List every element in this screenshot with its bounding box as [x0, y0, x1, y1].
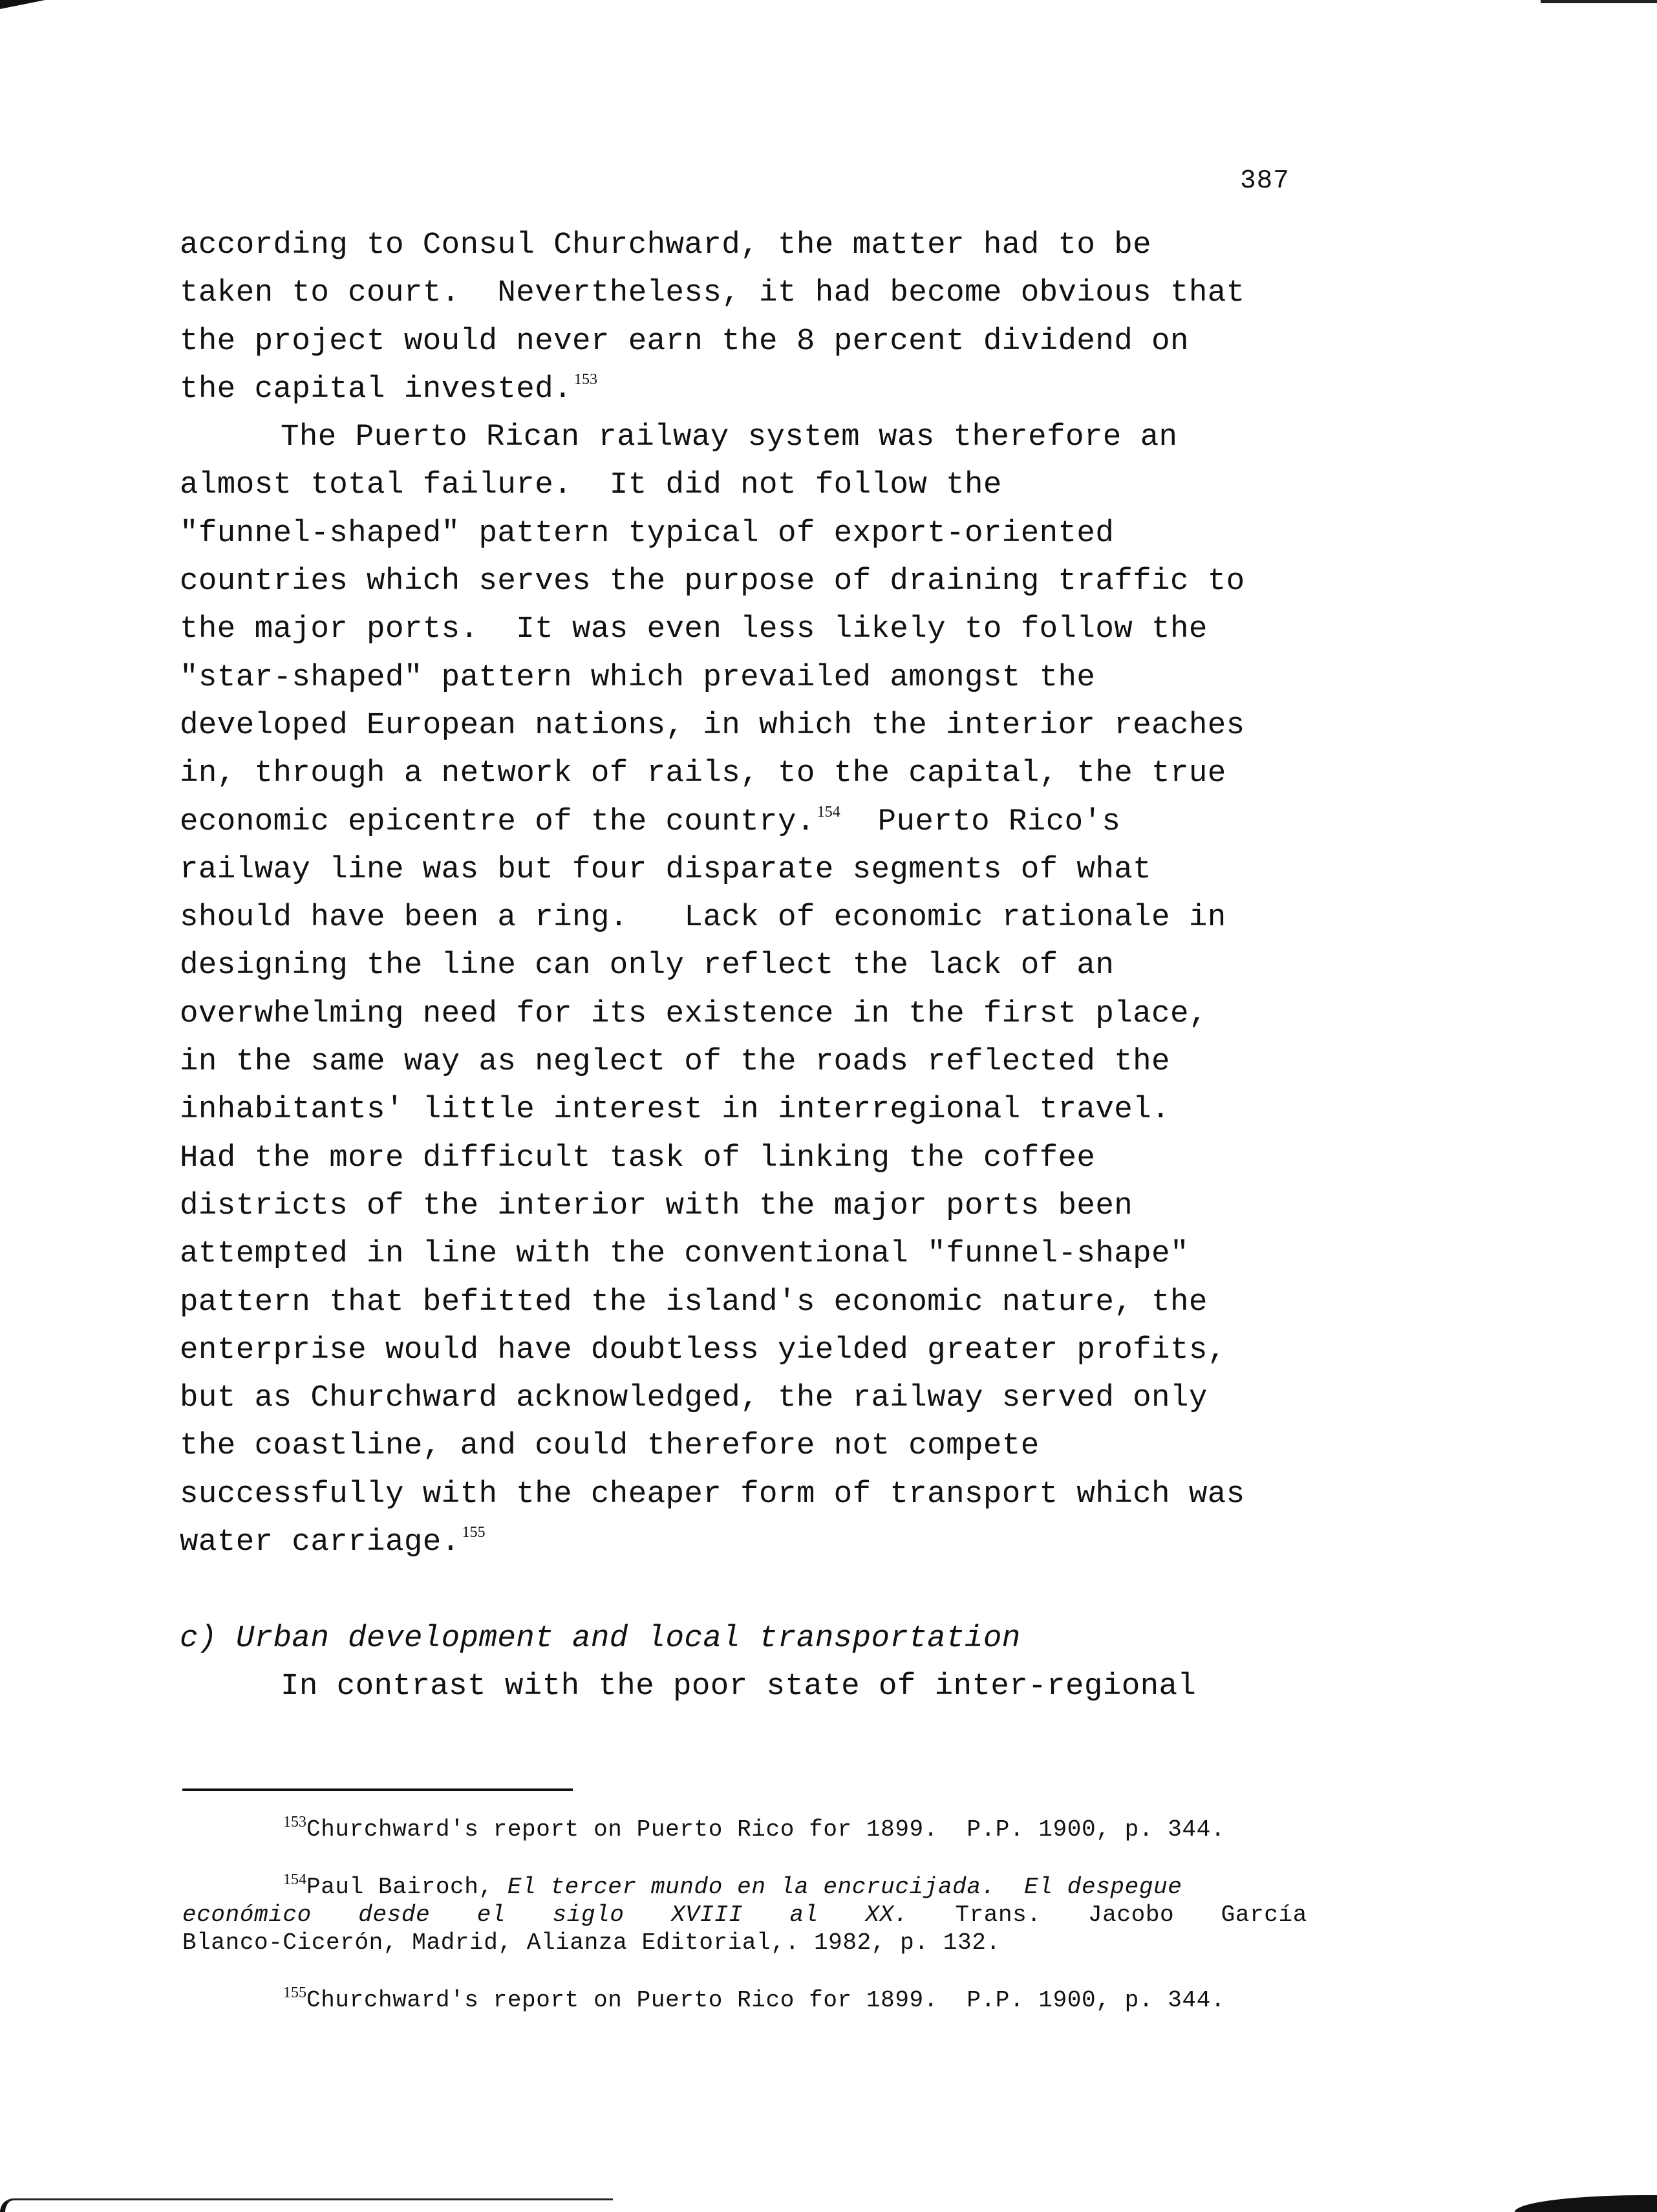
footnote-154 [182, 1873, 1307, 1957]
text-line [180, 365, 1305, 413]
footnote-separator [182, 1788, 573, 1791]
section-heading [180, 1615, 1305, 1662]
footnotes [182, 1816, 1307, 2044]
line-text: the major ports. It was even less likely to follow the [180, 612, 1208, 647]
line-text: in, through a network of rails, to the capital, the true [180, 756, 1226, 791]
text-line [180, 1566, 1305, 1614]
footnote-word: Trans. [955, 1902, 1042, 1928]
footnote-word: García [1221, 1902, 1307, 1928]
text-line [180, 798, 1305, 846]
text-line [180, 1182, 1305, 1230]
line-text: "star-shaped" pattern which prevailed amongst the [180, 660, 1096, 695]
footnote-line [182, 1901, 1307, 1929]
text-line [180, 1374, 1305, 1422]
line-text: countries which serves the purpose of draining traffic to [180, 564, 1245, 599]
line-text: according to Consul Churchward, the matter had to be [180, 228, 1152, 263]
footnote-153 [182, 1816, 1307, 1843]
footnote-line: Blanco-Cicerón, Madrid, Alianza Editorial,. 1982, p. 132. [182, 1929, 1001, 1956]
text-line [180, 846, 1305, 894]
text-line [180, 1470, 1305, 1518]
text-line [180, 221, 1305, 269]
scan-edge-mark [0, 2198, 613, 2212]
line-text: Had the more difficult task of linking the coffee [180, 1140, 1096, 1176]
line-text: but as Churchward acknowledged, the railway served only [180, 1380, 1208, 1416]
line-text: successfully with the cheaper form of transport which was [180, 1476, 1245, 1512]
footnote-word: al [789, 1902, 818, 1928]
line-text: should have been a ring. Lack of economic rationale in [180, 900, 1226, 936]
text-line [180, 654, 1305, 702]
text-line [180, 557, 1305, 605]
line-text: water carriage. [180, 1525, 460, 1560]
line-text: c) Urban development and local transportation [180, 1620, 1021, 1656]
text-line [180, 990, 1305, 1038]
text-line [180, 510, 1305, 557]
footnote-word: XX. [865, 1902, 908, 1928]
text-line [180, 1662, 1305, 1710]
footnote-number: 153 [283, 1814, 306, 1831]
text-line [180, 461, 1305, 509]
line-text: almost total failure. It did not follow the [180, 467, 1002, 503]
line-text: economic epicentre of the country. [180, 804, 815, 839]
line-text: The Puerto Rican railway system was therefore an [281, 420, 1178, 455]
text-line [180, 1038, 1305, 1086]
footnote-reference: 153 [574, 370, 597, 388]
line-text: developed European nations, in which the interior reaches [180, 707, 1245, 743]
line-text: the project would never earn the 8 percent dividend on [180, 323, 1189, 359]
line-text: Puerto Rico's [840, 804, 1121, 839]
text-line [180, 1134, 1305, 1182]
text-line [180, 749, 1305, 797]
line-text: overwhelming need for its existence in the first place, [180, 996, 1208, 1031]
footnote-text: Paul Bairoch, [306, 1874, 508, 1900]
line-text: In contrast with the poor state of inter-regional [281, 1668, 1197, 1704]
footnote-number: 154 [283, 1871, 306, 1888]
text-line [180, 317, 1305, 365]
text-line [180, 1086, 1305, 1133]
body-text [180, 221, 1305, 1710]
footnote-number: 155 [283, 1984, 306, 2001]
text-line [180, 1422, 1305, 1470]
line-text: in the same way as neglect of the roads reflected the [180, 1044, 1170, 1080]
line-text: "funnel-shaped" pattern typical of export-oriented [180, 515, 1115, 551]
footnote-word: siglo [552, 1902, 625, 1928]
line-text: designing the line can only reflect the lack of an [180, 948, 1115, 983]
footnote-line [182, 1873, 1307, 1901]
line-text: the coastline, and could therefore not compete [180, 1428, 1040, 1464]
text-line [180, 894, 1305, 941]
text-line [180, 413, 1305, 461]
footnote-word: económico [182, 1902, 312, 1928]
line-text: inhabitants' little interest in interregional travel. [180, 1092, 1170, 1128]
page-number: 387 [1240, 166, 1290, 196]
line-text: enterprise would have doubtless yielded greater profits, [180, 1332, 1226, 1368]
footnote-title: El tercer mundo en la encrucijada. El despegue [507, 1874, 1182, 1900]
text-line [180, 702, 1305, 749]
line-text: railway line was but four disparate segments of what [180, 852, 1152, 887]
footnote-text: Churchward's report on Puerto Rico for 1899. P.P. 1900, p. 344. [306, 1987, 1226, 2013]
footnote-155 [182, 1986, 1307, 2014]
line-text: pattern that befitted the island's economic nature, the [180, 1284, 1208, 1320]
line-text: the capital invested. [180, 371, 572, 407]
line-text: taken to court. Nevertheless, it had become obvious that [180, 275, 1245, 311]
footnote-word: XVIII [671, 1902, 743, 1928]
footnote-reference: 155 [462, 1524, 486, 1541]
text-line [180, 1230, 1305, 1278]
footnote-word: Jacobo [1088, 1902, 1175, 1928]
text-line [180, 269, 1305, 317]
footnote-line [182, 1986, 1307, 2014]
footnote-line [182, 1816, 1307, 1843]
footnote-word: el [476, 1902, 506, 1928]
scan-edge-mark [1515, 2195, 1657, 2212]
text-line [180, 941, 1305, 989]
scan-corner-mark [0, 0, 45, 9]
text-line [180, 1518, 1305, 1566]
line-text: districts of the interior with the major ports been [180, 1188, 1133, 1223]
footnote-reference: 154 [817, 803, 840, 821]
text-line [180, 1326, 1305, 1374]
footnote-text: Churchward's report on Puerto Rico for 1899. P.P. 1900, p. 344. [306, 1816, 1226, 1843]
scan-edge-mark [1541, 0, 1657, 3]
footnote-word: desde [358, 1902, 431, 1928]
line-text: attempted in line with the conventional "funnel-shape" [180, 1236, 1189, 1272]
text-line [180, 605, 1305, 653]
text-line [180, 1278, 1305, 1326]
